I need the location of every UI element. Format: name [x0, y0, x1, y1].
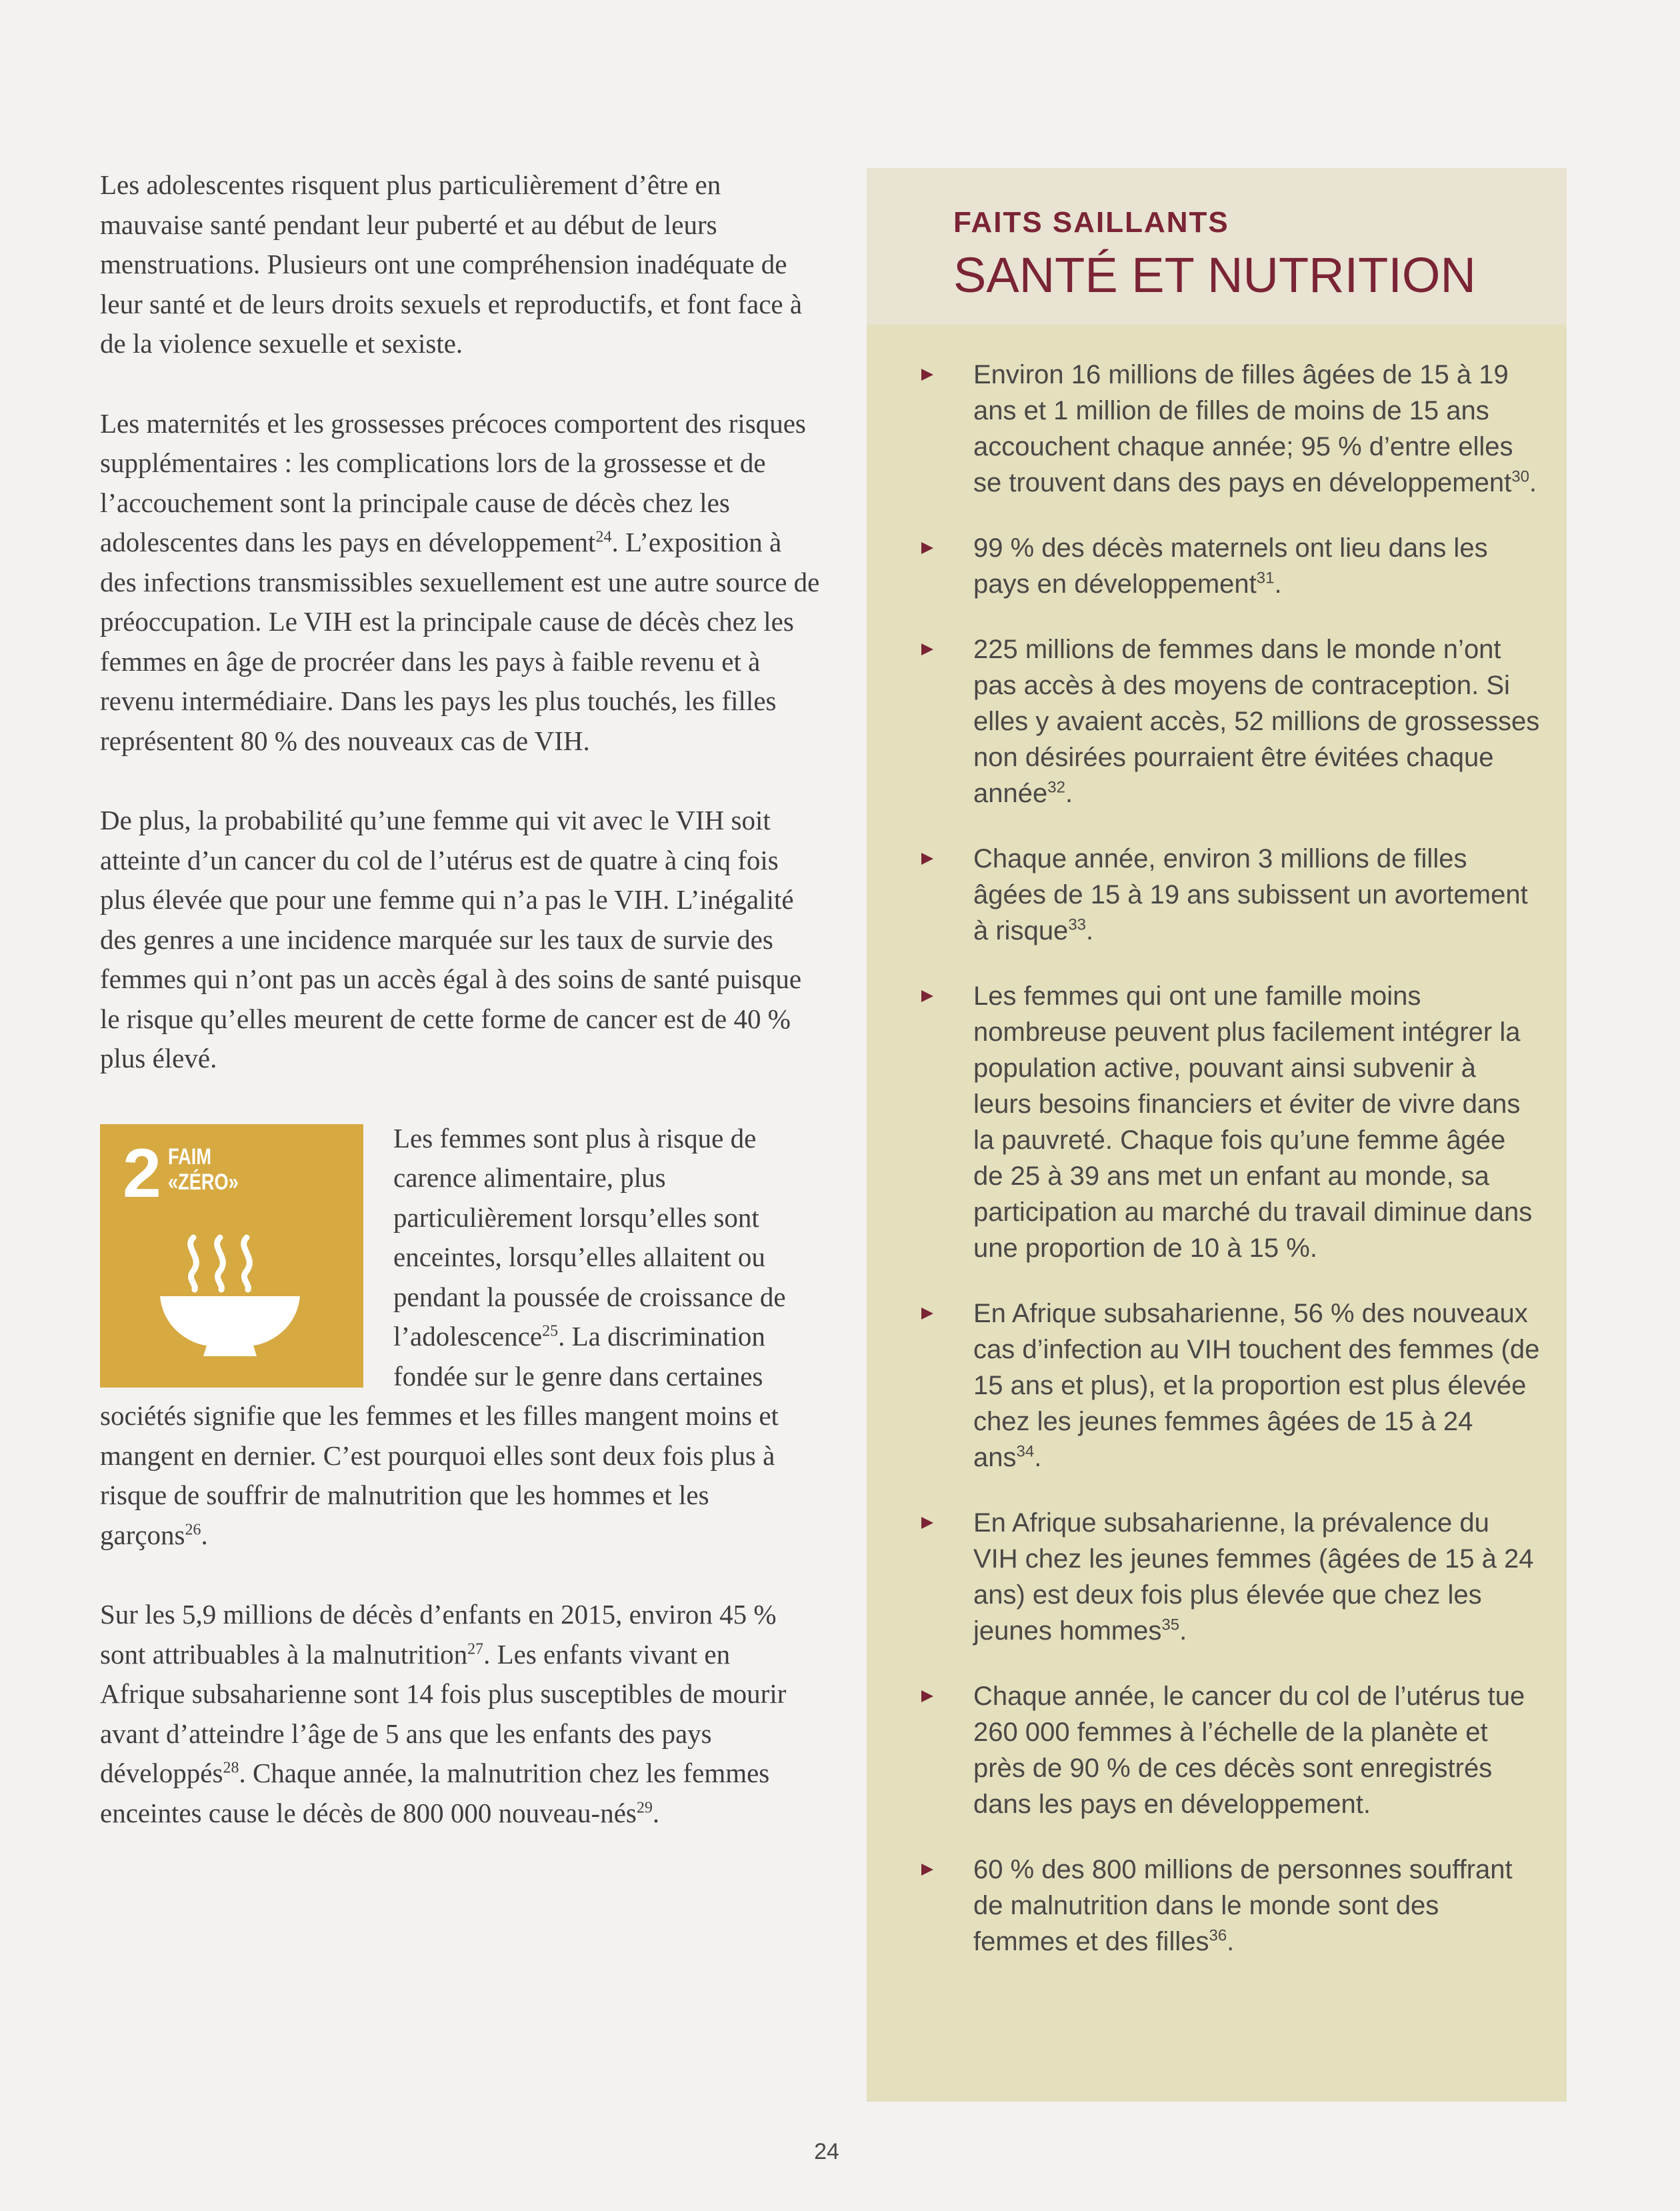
bullet-arrow-icon	[921, 542, 933, 554]
sdg-number: 2	[123, 1134, 161, 1212]
footnote-ref: 33	[1068, 915, 1087, 934]
footnote-ref: 27	[467, 1640, 484, 1658]
fact-end: .	[1179, 1616, 1187, 1646]
paragraph-child-deaths	[100, 1595, 820, 1833]
paragraph-text: . La discrimination fondée sur le genre dans certaines sociétés signifie que les femmes et les filles mangent moins et mangent en dernier. C’est pourquoi elles sont deux fois plus à risque de souffrir de malnutrition que les hommes et les garçons	[100, 1321, 779, 1550]
footnote-ref: 36	[1209, 1926, 1227, 1945]
footnote-ref: 24	[595, 528, 612, 546]
page-number: 24	[814, 2139, 839, 2164]
bullet-arrow-icon	[921, 1864, 933, 1876]
paragraph-text: .	[652, 1797, 660, 1828]
fact-item	[920, 1678, 1540, 1822]
fact-text: Les femmes qui ont une famille moins nombreuse peuvent plus facilement intégrer la population active, pouvant ainsi subvenir à leurs besoins financiers et éviter de vivre dans la pauvreté. Chaque fois qu’une femme âgée de 25 à 39 ans met un enfant au monde, sa participation au marché du travail diminue dans une proportion de 10 à 15 %.	[973, 981, 1533, 1263]
sdg-section	[100, 1119, 820, 1556]
fact-item	[920, 1505, 1540, 1649]
footnote-ref: 25	[542, 1322, 559, 1340]
fact-text: En Afrique subsaharienne, 56 % des nouveaux cas d’infection au VIH touchent des femmes (de 15 ans et plus), et la proportion est plus élevée chez les jeunes femmes âgées de 15 à 24 ans	[973, 1299, 1540, 1472]
left-column	[100, 165, 820, 1873]
bullet-arrow-icon	[921, 990, 933, 1002]
sdg-label	[168, 1144, 239, 1195]
sidebar-kicker: FAITS SAILLANTS	[953, 206, 1229, 239]
fact-end: .	[1274, 569, 1282, 599]
footnote-ref: 29	[636, 1798, 653, 1816]
fact-text: 225 millions de femmes dans le monde n’ont pas accès à des moyens de contraception. Si elles y avaient accès, 52 millions de grossesses non désirées pourraient être évitées chaque année	[973, 635, 1540, 808]
paragraph-text: .	[201, 1519, 208, 1550]
fact-item	[920, 631, 1540, 811]
bullet-arrow-icon	[921, 853, 933, 865]
paragraph-adolescent-health: Les adolescentes risquent plus particulièrement d’être en mauvaise santé pendant leur puberté et au début de leurs menstruations. Plusieurs ont une compréhension inadéquate de leur santé et de leurs droits sexuels et reproductifs, et font face à de la violence sexuelle et sexiste.	[100, 169, 803, 359]
footnote-ref: 26	[185, 1520, 201, 1538]
fact-text: Chaque année, environ 3 millions de filles âgées de 15 à 19 ans subissent un avortement à risque	[973, 844, 1528, 945]
sdg-label-line-2: «ZÉRO»	[168, 1169, 239, 1195]
fact-item	[920, 1296, 1540, 1476]
paragraph-text: Les maternités et les grossesses précoces comportent des risques supplémentaires : les complications lors de la grossesse et de l’accouchement sont la principale cause de décès chez les adolescentes dans les pays en développement	[100, 407, 806, 557]
fact-text: 99 % des décès maternels ont lieu dans les pays en développement	[973, 533, 1488, 599]
bowl-icon	[147, 1231, 313, 1358]
fact-text: En Afrique subsaharienne, la prévalence du VIH chez les jeunes femmes (âgées de 15 à 24 ans) est deux fois plus élevée que chez les jeunes hommes	[973, 1508, 1534, 1646]
fact-item	[920, 530, 1540, 602]
footnote-ref: 34	[1016, 1442, 1035, 1461]
fact-item	[920, 978, 1540, 1266]
bullet-arrow-icon	[921, 369, 933, 381]
paragraph-text: Les femmes sont plus à risque de carence alimentaire, plus particulièrement lorsqu’elles sont enceintes, lorsqu’elles allaitent ou pendant la poussée de croissance de l’adolescence	[393, 1122, 786, 1352]
fact-end: .	[1529, 468, 1537, 497]
sdg-label-line-1: FAIM	[168, 1144, 211, 1170]
footnote-ref: 28	[223, 1759, 239, 1777]
paragraph-text: . Les enfants vivant en Afrique subsaharienne sont 14 fois plus susceptibles de mourir avant d’atteindre l’âge de 5 ans que les enfants des pays développés	[100, 1638, 787, 1788]
footnote-ref: 35	[1161, 1616, 1180, 1634]
fact-end: .	[1227, 1927, 1235, 1956]
facts-list	[867, 325, 1567, 1960]
fact-text: Environ 16 millions de filles âgées de 15 à 19 ans et 1 million de filles de moins de 15 ans accouchent chaque année; 95 % d’entre elles se trouvent dans des pays en développement	[973, 360, 1513, 497]
bullet-arrow-icon	[921, 1308, 933, 1320]
footnote-ref: 32	[1047, 778, 1065, 797]
paragraph-text: . Chaque année, la malnutrition chez les femmes enceintes cause le décès de 800 000 nouveau-nés	[100, 1758, 770, 1828]
fact-text: Chaque année, le cancer du col de l’utérus tue 260 000 femmes à l’échelle de la planète et près de 90 % de ces décès sont enregistrés dans les pays en développement.	[973, 1682, 1525, 1819]
fact-end: .	[1034, 1443, 1042, 1472]
sidebar-title: SANTÉ ET NUTRITION	[953, 247, 1476, 303]
highlights-sidebar	[867, 168, 1567, 2102]
fact-item	[920, 1852, 1540, 1960]
sidebar-header	[867, 168, 1567, 325]
bullet-arrow-icon	[921, 1690, 933, 1702]
paragraph-text: . L’exposition à des infections transmissibles sexuellement est une autre source de préoccupation. Le VIH est la principale cause de décès chez les femmes en âge de procréer dans les pays à faible revenu et à revenu intermédiaire. Dans les pays les plus touchés, les filles représentent 80 % des nouveaux cas de VIH.	[100, 527, 820, 756]
fact-text: 60 % des 800 millions de personnes souffrant de malnutrition dans le monde sont des femmes et des filles	[973, 1855, 1513, 1956]
fact-item	[920, 841, 1540, 949]
bullet-arrow-icon	[921, 1517, 933, 1529]
sdg-goal-2-tile	[100, 1124, 363, 1388]
footnote-ref: 31	[1256, 569, 1275, 587]
bullet-arrow-icon	[921, 643, 933, 655]
fact-end: .	[1086, 916, 1094, 945]
paragraph-text: Sur les 5,9 millions de décès d’enfants en 2015, environ 45 % sont attribuables à la malnutrition	[100, 1599, 777, 1670]
paragraph-cervical-cancer: De plus, la probabilité qu’une femme qui vit avec le VIH soit atteinte d’un cancer du col de l’utérus est de quatre à cinq fois plus élevée que pour une femme qui n’a pas le VIH. L’inégalité des genres a une incidence marquée sur les taux de survie des femmes qui n’ont pas un accès égal à des soins de santé puisque le risque qu’elles meurent de cette forme de cancer est de 40 % plus élevé.	[100, 805, 802, 1073]
fact-end: .	[1065, 779, 1073, 808]
fact-item	[920, 357, 1540, 501]
footnote-ref: 30	[1511, 467, 1529, 486]
paragraph-early-pregnancy	[100, 404, 820, 761]
